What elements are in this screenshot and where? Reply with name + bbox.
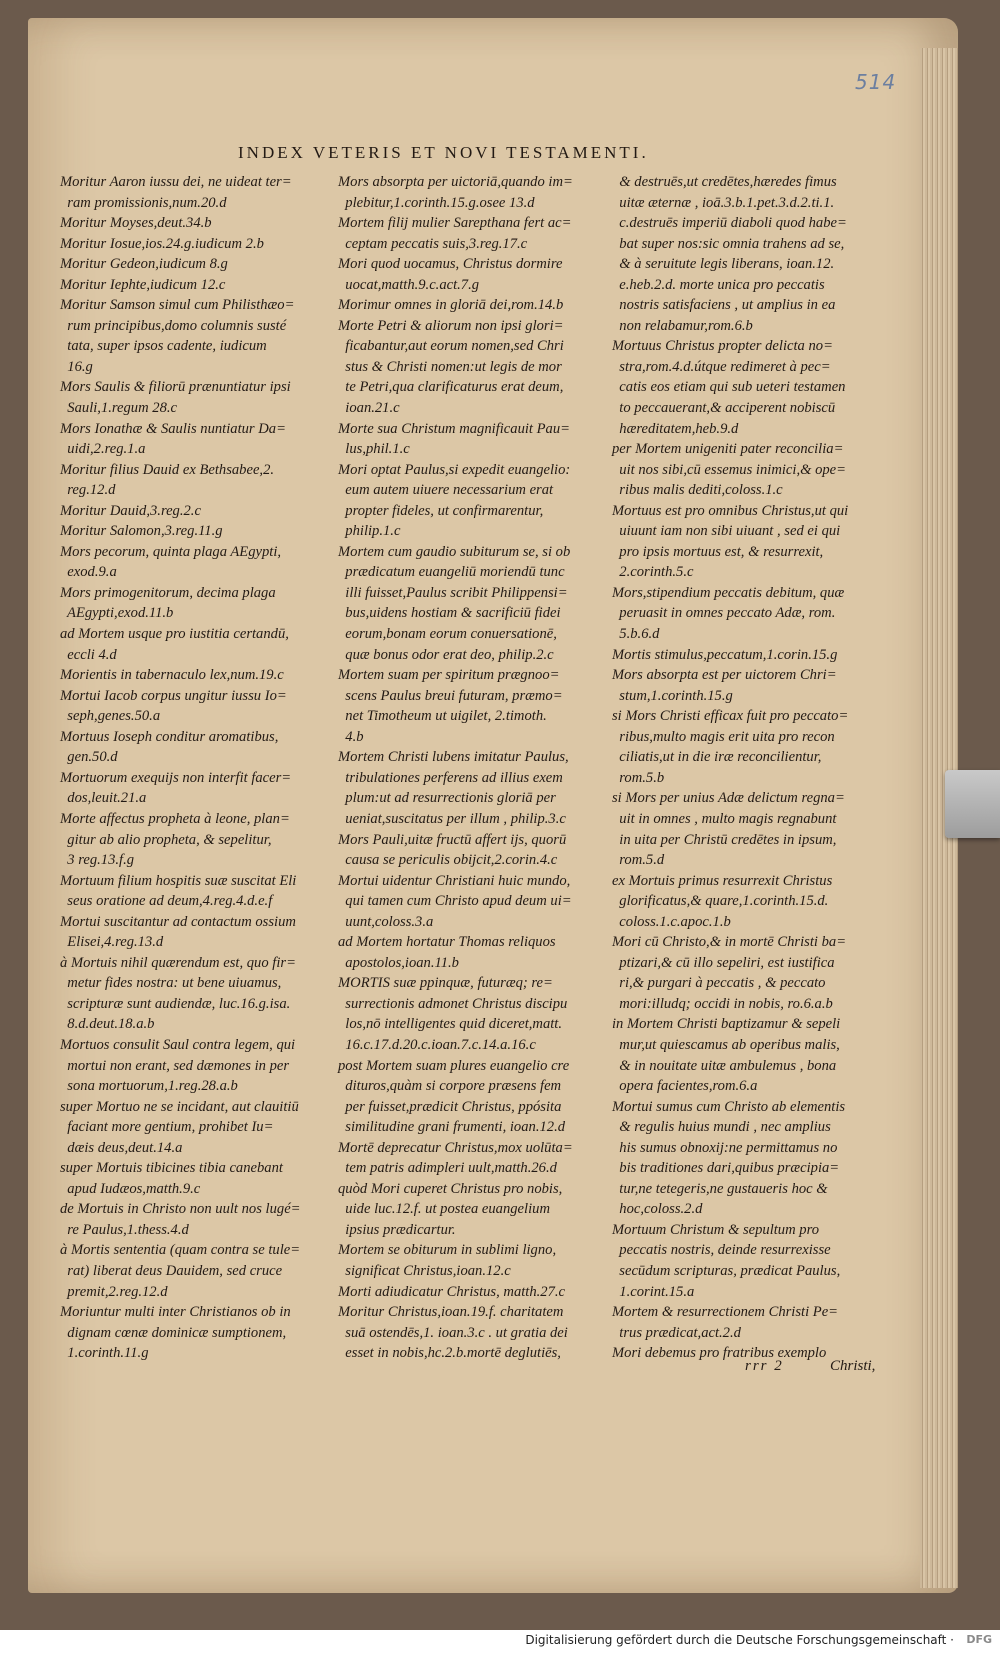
index-line: Mors absorpta est per uictorem Chri= (612, 667, 837, 684)
index-line: dæis deus,deut.14.a (60, 1139, 183, 1156)
index-line: plebitur,1.corinth.15.g.osee 13.d (338, 194, 535, 211)
index-line: 4.b (338, 728, 364, 745)
index-line: in uita per Christū credētes in ipsum, (612, 831, 837, 848)
index-line: propter fideles, ut confirmarentur, (338, 502, 544, 519)
index-line: mur,ut quiescamus ab operibus malis, (612, 1036, 840, 1053)
index-line: rum principibus,domo columnis susté (60, 317, 287, 334)
index-line: Mortuorum exequijs non interfit facer= (60, 769, 292, 786)
index-line: stum,1.corinth.15.g (612, 687, 733, 704)
index-line: quòd Mori cuperet Christus pro nobis, (338, 1180, 563, 1197)
index-line: uunt,coloss.3.a (338, 913, 434, 930)
page-clip (945, 770, 1000, 838)
index-line: ad Mortem usque pro iustitia certandū, (60, 626, 289, 643)
index-line: Mors primogenitorum, decima plaga (60, 584, 276, 601)
index-line: Moritur filius Dauid ex Bethsabee,2. (60, 461, 275, 478)
index-line: eorum,bonam eorum conuersationē, (338, 626, 557, 643)
index-line: si Mors per unius Adæ delictum regna= (612, 790, 845, 807)
index-line: uidi,2.reg.1.a (60, 441, 146, 458)
index-column-3 (612, 172, 887, 1364)
index-line: super Mortuo ne se incidant, aut clauitiū (60, 1098, 299, 1115)
index-line: Morimur omnes in gloriā dei,rom.14.b (338, 297, 564, 314)
index-line: Elisei,4.reg.13.d (60, 934, 164, 951)
index-line: Mortem filij mulier Sarepthana fert ac= (338, 215, 572, 232)
index-line: uit in omnes , multo magis regnabunt (612, 810, 837, 827)
index-line: uit nos sibi,cū essemus inimici,& ope= (612, 461, 847, 478)
index-line: faciant more gentium, prohibet Iu= (60, 1119, 274, 1136)
index-line: premit,2.reg.12.d (60, 1283, 168, 1300)
index-line: peccatis nostris, deinde resurrexisse (612, 1242, 831, 1259)
index-line: re Paulus,1.thess.4.d (60, 1221, 189, 1238)
index-line: Mortui uidentur Christiani huic mundo, (338, 872, 571, 889)
index-line: trus prædicat,act.2.d (612, 1324, 741, 1341)
index-line: Mortuum Christum & sepultum pro (612, 1221, 820, 1238)
index-line: super Mortuis tibicines tibia canebant (60, 1160, 283, 1177)
index-line: te Petri,qua clarificaturus erat deum, (338, 379, 564, 396)
index-line: MORTIS suæ ppinquæ, futuræq; re= (338, 975, 553, 992)
index-line: mori:illudq; occidi in nobis, ro.6.a.b (612, 995, 833, 1012)
index-line: metur fides nostra: ut bene uiuamus, (60, 975, 282, 992)
index-line: Mori cū Christo,& in mortē Christi ba= (612, 934, 847, 951)
index-line: Mortuum filium hospitis suæ suscitat Eli (60, 872, 297, 889)
index-line: philip.1.c (338, 523, 401, 540)
index-line: Moritur Dauid,3.reg.2.c (60, 502, 201, 519)
signature-mark: rrr 2 (745, 1358, 784, 1374)
index-line: mortui non erant, sed dæmones in per (60, 1057, 290, 1074)
index-line: tem patris adimpleri uult,matth.26.d (338, 1160, 557, 1177)
index-line: Moritur Gedeon,iudicum 8.g (60, 256, 228, 273)
index-line: scens Paulus breui futuram, præmo= (338, 687, 563, 704)
index-line: lus,phil.1.c (338, 441, 410, 458)
index-line: dituros,quàm si corpore præsens fem (338, 1078, 562, 1095)
index-column-1 (60, 172, 325, 1364)
index-line: gen.50.d (60, 749, 118, 766)
index-line: dignam cœnæ dominicæ sumptionem, (60, 1324, 287, 1341)
index-line: Mortem Christi lubens imitatur Paulus, (338, 749, 569, 766)
index-line: exod.9.a (60, 564, 117, 581)
index-line: los,nō intelligentes quid diceret,matt. (338, 1016, 563, 1033)
index-line: Moritur Samson simul cum Philisthæo= (60, 297, 295, 314)
index-line: bis traditiones dari,quibus præcipia= (612, 1160, 840, 1177)
index-line: uocat,matth.9.c.act.7.g (338, 276, 480, 293)
index-line: eccli 4.d (60, 646, 117, 663)
index-line: ri,& purgari à peccatis , & peccato (612, 975, 826, 992)
index-line: à Mortis sententia (quam contra se tule= (60, 1242, 301, 1259)
index-line: Mori quod uocamus, Christus dormire (338, 256, 563, 273)
index-line: ptizari,& cū illo sepeliri, est iustifica (612, 954, 835, 971)
index-line: Moriuntur multi inter Christianos ob in (60, 1304, 291, 1321)
index-line: net Timotheum ut uigilet, 2.timoth. (338, 708, 547, 725)
index-line: quæ bonus odor erat deo, philip.2.c (338, 646, 554, 663)
handwritten-page-number: 514 (855, 70, 897, 94)
index-line: post Mortem suam plures euangelio cre (338, 1057, 570, 1074)
index-line: 16.c.17.d.20.c.ioan.7.c.14.a.16.c (338, 1036, 536, 1053)
index-line: ciliatis,ut in die iræ reconcilientur, (612, 749, 822, 766)
index-line: Mortui Iacob corpus ungitur iussu Io= (60, 687, 287, 704)
index-line: Mortui suscitantur ad contactum ossium (60, 913, 296, 930)
index-line: Morte Petri & aliorum non ipsi glori= (338, 317, 564, 334)
index-line: hæreditatem,heb.9.d (612, 420, 739, 437)
index-line: Mori debemus pro fratribus exemplo (612, 1345, 827, 1362)
index-line: Moritur Moyses,deut.34.b (60, 215, 212, 232)
footer-bar (0, 1630, 1000, 1653)
index-line: Mortuus est pro omnibus Christus,ut qui (612, 502, 849, 519)
index-line: & destruēs,ut credētes,hæredes fimus (612, 174, 837, 190)
index-line: esset in nobis,hc.2.b.mortē deglutiēs, (338, 1345, 561, 1362)
index-line: opera facientes,rom.6.a (612, 1078, 758, 1095)
index-line: rom.5.b (612, 769, 665, 786)
index-line: 1.corinth.11.g (60, 1345, 149, 1362)
index-line: per fuisset,prædicit Christus, ppósita (338, 1098, 562, 1115)
index-line: ioan.21.c (338, 400, 400, 417)
index-line: ipsius prædicartur. (338, 1221, 456, 1238)
index-line: de Mortuis in Christo non uult nos lugé= (60, 1201, 301, 1218)
index-line: bat super nos:sic omnia trahens ad se, (612, 235, 845, 252)
index-line: uide luc.12.f. ut postea euangelium (338, 1201, 550, 1218)
index-line: sona mortuorum,1.reg.28.a.b (60, 1078, 238, 1095)
index-line: apostolos,ioan.11.b (338, 954, 459, 971)
index-line: rat) liberat deus Dauidem, sed cruce (60, 1262, 283, 1279)
index-line: Mors Ionathæ & Saulis nuntiatur Da= (60, 420, 286, 437)
index-line: non relabamur,rom.6.b (612, 317, 753, 334)
index-line: scripturæ sunt audiendæ, luc.16.g.isa. (60, 995, 291, 1012)
index-line: 2.corinth.5.c (612, 564, 694, 581)
index-line: tribulationes perferens ad illius exem (338, 769, 563, 786)
index-line: stus & Christi nomen:ut legis de mor (338, 358, 562, 375)
index-line: 3 reg.13.f.g (60, 852, 135, 869)
index-line: Mortis stimulus,peccatum,1.corin.15.g (612, 646, 838, 663)
index-line: hoc,coloss.2.d (612, 1201, 703, 1218)
index-line: Mortem cum gaudio subiturum se, si ob (338, 543, 571, 560)
index-line: ficabantur,aut eorum nomen,sed Chri (338, 338, 564, 355)
index-line: illi fuisset,Paulus scribit Philippensi= (338, 584, 568, 601)
index-line: Mortuos consulit Saul contra legem, qui (60, 1036, 296, 1053)
index-line: e.heb.2.d. morte unica pro peccatis (612, 276, 825, 293)
index-line: significat Christus,ioan.12.c (338, 1262, 511, 1279)
index-line: Mortem suam per spiritum prægnoo= (338, 667, 560, 684)
index-line: his sumus obnoxij:ne permittamus no (612, 1139, 838, 1156)
index-line: Mortē deprecatur Christus,mox uolūta= (338, 1139, 573, 1156)
dfg-logo: DFG (966, 1633, 992, 1646)
index-line: Mortuus Ioseph conditur aromatibus, (60, 728, 279, 745)
index-line: surrectionis admonet Christus discipu (338, 995, 568, 1012)
index-line: Morte sua Christum magnificauit Pau= (338, 420, 570, 437)
index-line: uitæ æternæ , ioā.3.b.1.pet.3.d.2.ti.1. (612, 194, 835, 211)
index-line: causa se periculis obijcit,2.corin.4.c (338, 852, 558, 869)
footer-credit: Digitalisierung gefördert durch die Deutsche Forschungsgemeinschaft · (525, 1633, 954, 1647)
index-line: Mortem se obiturum in sublimi ligno, (338, 1242, 557, 1259)
index-line: in Mortem Christi baptizamur & sepeli (612, 1016, 841, 1033)
index-line: Morti adiudicatur Christus, matth.27.c (338, 1283, 566, 1300)
index-line: Moritur Iephte,iudicum 12.c (60, 276, 226, 293)
index-line: dos,leuit.21.a (60, 790, 147, 807)
index-line: 5.b.6.d (612, 626, 660, 643)
index-line: 1.corint.15.a (612, 1283, 695, 1300)
index-line: plum:ut ad resurrectionis gloriā per (338, 790, 556, 807)
index-line: ad Mortem hortatur Thomas reliquos (338, 934, 556, 951)
index-line: bus,uidens hostiam & sacrificiū fidei (338, 605, 561, 622)
index-line: Mori optat Paulus,si expedit euangelio: (338, 461, 571, 478)
index-line: eum autem uiuere necessarium erat (338, 482, 554, 499)
index-line: glorificatus,& quare,1.corinth.15.d. (612, 893, 829, 910)
index-line: to peccauerant,& acciperent nobiscū (612, 400, 836, 417)
index-line: Mors,stipendium peccatis debitum, quæ (612, 584, 845, 601)
index-line: Mors Pauli,uitæ fructū affert ijs, quorū (338, 831, 567, 848)
index-line: apud Iudæos,matth.9.c (60, 1180, 201, 1197)
index-line: Mors absorpta per uictoriā,quando im= (338, 174, 573, 190)
index-line: coloss.1.c.apoc.1.b (612, 913, 731, 930)
index-line: Moritur Christus,ioan.19.f. charitatem (338, 1304, 564, 1321)
index-line: secūdum scripturas, prædicat Paulus, (612, 1262, 841, 1279)
index-line: stra,rom.4.d.útque redimeret à pec= (612, 358, 831, 375)
index-line: & in nouitate uitæ ambulemus , bona (612, 1057, 837, 1074)
index-line: Mortui sumus cum Christo ab elementis (612, 1098, 846, 1115)
index-line: AEgypti,exod.11.b (60, 605, 174, 622)
index-line: ribus,multo magis erit uita pro recon (612, 728, 835, 745)
index-line: si Mors Christi efficax fuit pro peccato= (612, 708, 849, 725)
index-line: Moritur Salomon,3.reg.11.g (60, 523, 223, 540)
index-line: nostris satisfaciens , ut amplius in ea (612, 297, 836, 314)
index-line: Moritur Iosue,ios.24.g.iudicum 2.b (60, 235, 264, 252)
index-line: gitur ab alio propheta, & sepelitur, (60, 831, 272, 848)
index-line: rom.5.d (612, 852, 665, 869)
index-line: Mortuus Christus propter delicta no= (612, 338, 833, 355)
index-line: ram promissionis,num.20.d (60, 194, 227, 211)
index-line: ceptam peccatis suis,3.reg.17.c (338, 235, 528, 252)
index-line: seph,genes.50.a (60, 708, 161, 725)
index-line: & à seruitute legis liberans, ioan.12. (612, 256, 835, 273)
index-line: pro ipsis mortuus est, & resurrexit, (612, 543, 824, 560)
index-line: & regulis huius mundi , nec amplius (612, 1119, 831, 1136)
index-line: peruasit in omnes peccato Adæ, rom. (612, 605, 836, 622)
index-line: suā ostendēs,1. ioan.3.c . ut gratia dei (338, 1324, 568, 1341)
index-line: 8.d.deut.18.a.b (60, 1016, 155, 1033)
index-line: seus oratione ad deum,4.reg.4.d.e.f (60, 893, 273, 910)
running-head: INDEX VETERIS ET NOVI TESTAMENTI. (238, 143, 649, 162)
index-line: Morientis in tabernaculo lex,num.19.c (60, 667, 284, 684)
index-line: Sauli,1.regum 28.c (60, 400, 178, 417)
index-line: prædicatum euangeliū moriendū tunc (338, 564, 565, 581)
index-line: qui tamen cum Christo apud deum ui= (338, 893, 572, 910)
index-line: Mortem & resurrectionem Christi Pe= (612, 1304, 839, 1321)
index-line: Moritur Aaron iussu dei, ne uideat ter= (60, 174, 292, 190)
index-line: similitudine grani frumenti, ioan.12.d (338, 1119, 566, 1136)
index-line: ueniat,suscitatus per illum , philip.3.c (338, 810, 566, 827)
index-line: per Mortem unigeniti pater reconcilia= (612, 441, 844, 458)
index-line: Mors pecorum, quinta plaga AEgypti, (60, 543, 282, 560)
index-line: à Mortuis nihil quærendum est, quo fir= (60, 954, 296, 971)
index-line: catis eos etiam qui sub ueteri testamen (612, 379, 846, 396)
index-line: ribus malis dediti,coloss.1.c (612, 482, 783, 499)
index-line: tur,ne tetegeris,ne gustaueris hoc & (612, 1180, 828, 1197)
index-line: Mors Saulis & filiorū prænuntiatur ipsi (60, 379, 291, 396)
index-line: c.destruēs imperiū diaboli quod habe= (612, 215, 847, 232)
index-line: uiuunt iam non sibi uiuant , sed ei qui (612, 523, 841, 540)
index-line: 16.g (60, 358, 93, 375)
index-line: tata, super ipsos cadente, iudicum (60, 338, 267, 355)
catchword: Christi, (830, 1358, 876, 1374)
index-line: ex Mortuis primus resurrexit Christus (612, 872, 833, 889)
index-line: Morte affectus propheta à leone, plan= (60, 810, 290, 827)
index-line: reg.12.d (60, 482, 116, 499)
index-column-2 (338, 172, 603, 1364)
